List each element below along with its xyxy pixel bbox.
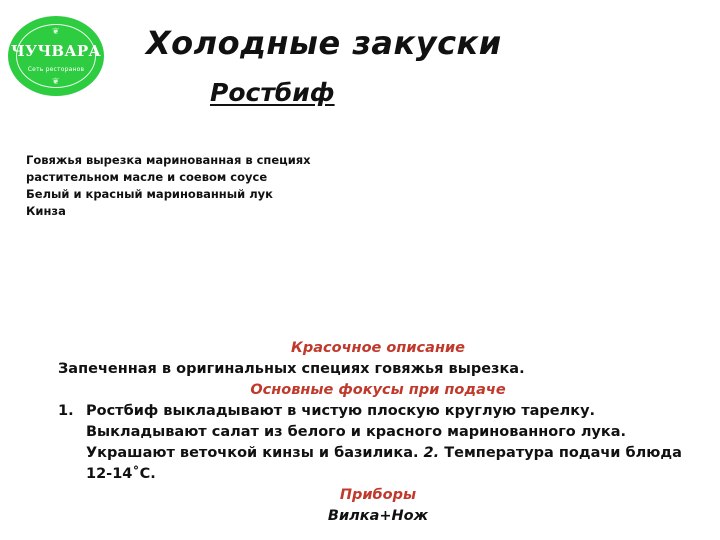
serving-step	[58, 401, 698, 485]
description-text: Запеченная в оригинальных специях говяжья вырезка.	[58, 361, 525, 377]
step-number: 2.	[423, 445, 440, 461]
step-text: Температура подачи блюда 12-14˚С.	[86, 445, 682, 482]
leaf-icon: ❦	[52, 27, 60, 37]
logo-tagline: Сеть ресторанов	[27, 66, 85, 73]
ingredient-item: Белый и красный маринованный лук	[26, 187, 273, 201]
ingredients-list	[26, 152, 311, 220]
serving-heading: Основные фокусы при подаче	[250, 382, 506, 398]
ingredient-item: растительном масле и соевом соусе	[26, 170, 268, 184]
cutlery-text: Вилка+Нож	[327, 508, 429, 524]
ingredient-item: Кинза	[26, 204, 66, 218]
serving-steps	[58, 401, 698, 485]
ingredient-item: Говяжья вырезка маринованная в специях	[26, 153, 311, 167]
logo-name: ЧУЧВАРА	[10, 42, 102, 60]
page-title: Холодные закуски	[146, 24, 502, 62]
step-number: 1.	[58, 403, 74, 419]
leaf-icon: ❦	[52, 77, 60, 87]
dish-name: Ростбиф	[210, 78, 335, 107]
dish-details	[58, 338, 698, 527]
step-text: Ростбиф выкладывают в чистую плоскую круглую тарелку. Выкладывают салат из белого и красного маринованного лука. Украшают веточкой кинзы и базилика.	[86, 403, 627, 461]
restaurant-logo	[8, 16, 104, 96]
cutlery-heading: Приборы	[339, 487, 417, 503]
description-heading: Красочное описание	[291, 340, 465, 356]
